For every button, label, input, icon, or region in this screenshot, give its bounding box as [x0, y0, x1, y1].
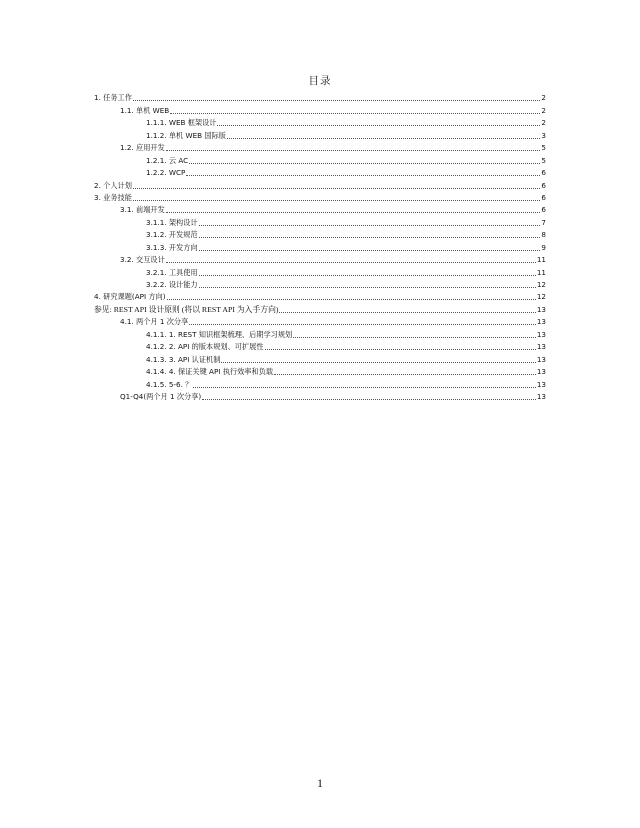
toc-dot-leader	[202, 399, 536, 400]
toc-entry-page: 11	[536, 267, 546, 277]
toc-entry[interactable]	[94, 253, 546, 265]
toc-dot-leader	[274, 374, 536, 375]
toc-entry[interactable]	[94, 302, 546, 314]
toc-entry-page: 2	[541, 105, 546, 115]
toc-entry-page: 3	[541, 130, 546, 140]
toc-dot-leader	[193, 387, 535, 388]
toc-entry[interactable]	[94, 390, 546, 402]
toc-entry-page: 5	[541, 155, 546, 165]
toc-entry[interactable]	[94, 240, 546, 252]
toc-entry-label: 3.1.2. 开发规范	[146, 230, 198, 240]
toc-entry-page: 11	[536, 255, 546, 265]
toc-dot-leader	[133, 188, 540, 189]
toc-dot-leader	[199, 287, 536, 288]
toc-dot-leader	[221, 362, 535, 363]
toc-dot-leader	[133, 200, 540, 201]
toc-entry-page: 13	[536, 379, 546, 389]
toc-dot-leader	[279, 312, 535, 313]
toc-entry-page: 13	[536, 354, 546, 364]
toc-entry-label: 1. 任务工作	[94, 93, 132, 103]
toc-entry[interactable]	[94, 340, 546, 352]
toc-entry-label: 1.1.2. 单机 WEB 国际版	[146, 130, 226, 140]
toc-entry-label: 4.1.5. 5-6. ？	[146, 379, 193, 389]
toc-entry-label: 1.1.1. WEB 框架设计	[146, 118, 217, 128]
toc-entry-label: 1.2. 应用开发	[120, 143, 165, 153]
toc-dot-leader	[189, 324, 536, 325]
toc-entry[interactable]	[94, 365, 546, 377]
toc-entry[interactable]	[94, 103, 546, 115]
toc-entry-label: 4.1.2. 2. API 的版本规划、可扩展性	[146, 342, 264, 352]
toc-entry[interactable]	[94, 327, 546, 339]
toc-entry-label: 4. 研究课题(API 方向)	[94, 292, 166, 302]
toc-dot-leader	[186, 175, 540, 176]
toc-entry[interactable]	[94, 377, 546, 389]
toc-entry-page: 6	[541, 205, 546, 215]
toc-dot-leader	[199, 250, 540, 251]
toc-entry-label: 2. 个人计划	[94, 180, 132, 190]
toc-entry-page: 9	[541, 242, 546, 252]
toc-entry[interactable]	[94, 141, 546, 153]
toc-entry-label: 4.1.3. 3. API 认证机制	[146, 354, 221, 364]
toc-dot-leader	[189, 163, 540, 164]
toc-entry[interactable]	[94, 265, 546, 277]
toc-entry-label: 4.1. 两个月 1 次分享	[120, 317, 189, 327]
toc-entry-page: 13	[536, 391, 546, 401]
toc-entry-page: 13	[536, 342, 546, 352]
toc-entry-label: Q1-Q4(两个月 1 次分享)	[120, 391, 202, 401]
toc-dot-leader	[199, 225, 540, 226]
toc-entry-page: 6	[541, 180, 546, 190]
toc-entry[interactable]	[94, 116, 546, 128]
toc-entry-label: 4.1.1. 1. REST 知识框架梳理、后期学习规划	[146, 329, 293, 339]
toc-entry[interactable]	[94, 153, 546, 165]
toc-dot-leader	[166, 212, 540, 213]
toc-entry-page: 12	[536, 280, 546, 289]
toc-title: 目录	[308, 75, 332, 87]
toc-dot-leader	[133, 100, 540, 101]
toc-entry-label: 3.1. 前端开发	[120, 205, 165, 215]
toc-entry-label: 3.2.2. 设计能力	[146, 280, 198, 289]
toc-dot-leader	[293, 337, 536, 338]
toc-entry-label: 1.1. 单机 WEB	[120, 105, 170, 115]
toc-entry-page: 12	[536, 292, 546, 302]
toc-entry-label: 1.2.2. WCP	[146, 168, 186, 178]
toc-entry-page: 6	[541, 168, 546, 178]
toc-entry-page: 5	[541, 143, 546, 153]
toc-dot-leader	[170, 113, 540, 114]
toc-entry[interactable]	[94, 278, 546, 290]
toc-entry[interactable]	[94, 166, 546, 178]
toc-dot-leader	[217, 125, 540, 126]
toc-dot-leader	[167, 299, 536, 300]
toc-entry[interactable]	[94, 315, 546, 327]
toc-entry[interactable]	[94, 228, 546, 240]
toc-dot-leader	[265, 349, 536, 350]
toc-entry-page: 6	[541, 192, 546, 202]
toc-entry-page: 7	[541, 217, 546, 227]
toc-entry-page: 13	[536, 329, 546, 339]
toc-entry-label: 3.1.1. 架构设计	[146, 217, 198, 227]
table-of-contents	[94, 91, 546, 402]
toc-entry[interactable]	[94, 128, 546, 140]
toc-entry-page: 13	[536, 317, 546, 327]
toc-dot-leader	[166, 262, 536, 263]
toc-entry-label: 参见: REST API 设计原则 (将以 REST API 为入手方向)	[94, 304, 279, 314]
toc-entry[interactable]	[94, 178, 546, 190]
toc-entry-label: 4.1.4. 4. 保证关键 API 执行效率和负载	[146, 367, 274, 377]
toc-entry-page: 2	[541, 118, 546, 128]
toc-entry[interactable]	[94, 191, 546, 203]
toc-entry-label: 3.1.3. 开发方向	[146, 242, 198, 252]
toc-entry-label: 3. 业务技能	[94, 192, 132, 202]
toc-entry-label: 3.2.1. 工具使用	[146, 267, 198, 277]
toc-dot-leader	[199, 275, 536, 276]
toc-entry-page: 8	[541, 230, 546, 240]
toc-entry[interactable]	[94, 91, 546, 103]
toc-dot-leader	[166, 150, 540, 151]
toc-entry[interactable]	[94, 203, 546, 215]
toc-entry-page: 13	[536, 304, 546, 314]
toc-dot-leader	[227, 138, 540, 139]
toc-entry-page: 2	[541, 93, 546, 103]
toc-dot-leader	[199, 237, 540, 238]
toc-entry[interactable]	[94, 352, 546, 364]
toc-entry[interactable]	[94, 215, 546, 227]
page-number: 1	[317, 776, 323, 790]
toc-entry-page: 13	[536, 367, 546, 377]
toc-entry[interactable]	[94, 290, 546, 302]
toc-entry-label: 3.2. 交互设计	[120, 255, 165, 265]
toc-entry-label: 1.2.1. 云 AC	[146, 155, 189, 165]
